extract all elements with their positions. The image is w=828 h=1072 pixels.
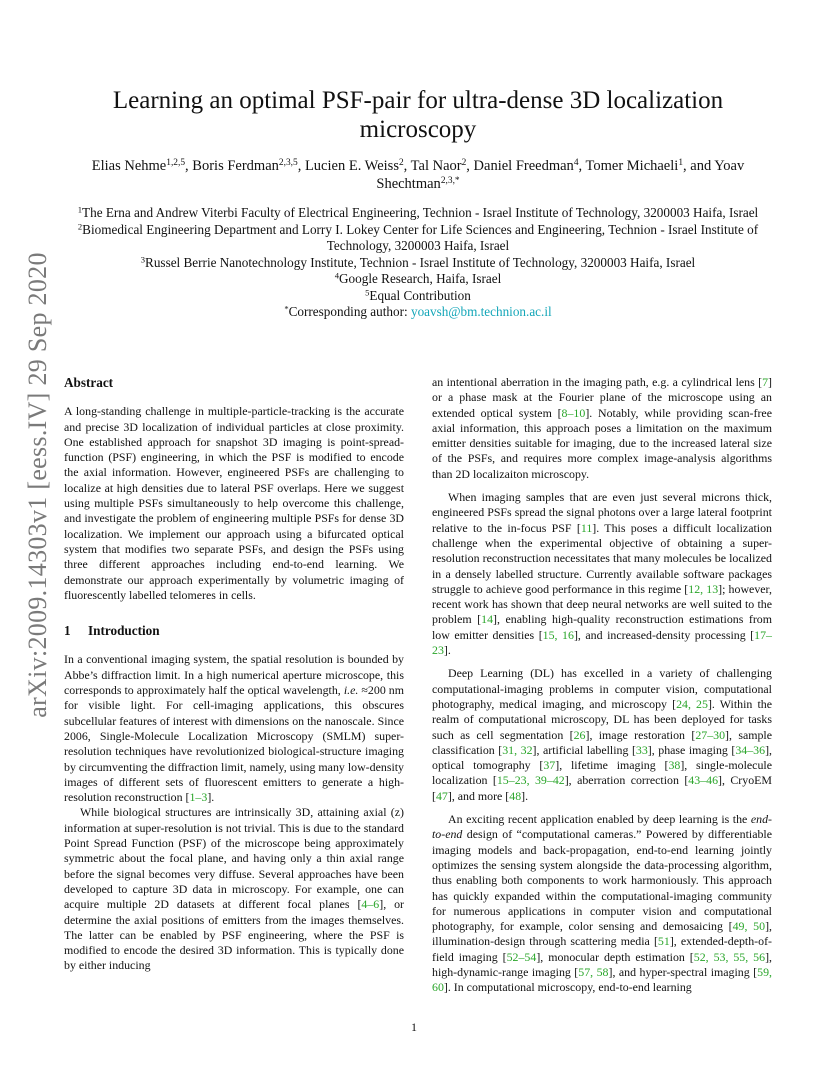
intro-paragraph-1 bbox=[64, 652, 404, 805]
affil-text: Google Research, Haifa, Israel bbox=[339, 271, 502, 286]
text-run: ], or determine the axial positions of emitters from the images themselves. The latter can be enabled by PSF engineering, where the PSF is modified to encode the desired 3D information. This is typically done by either inducing bbox=[64, 897, 404, 973]
citation-link[interactable]: 43–46 bbox=[688, 773, 719, 788]
author-affil: 1 bbox=[678, 157, 684, 168]
affil-marker: 2 bbox=[77, 220, 83, 231]
text-run: ], and more [ bbox=[447, 788, 510, 803]
citation-link[interactable]: 15–23, 39–42 bbox=[496, 773, 565, 788]
citation-link[interactable]: 4–6 bbox=[361, 897, 380, 912]
author-name: , Lucien E. Weiss bbox=[297, 158, 399, 174]
citation-link[interactable]: 27–30 bbox=[695, 727, 726, 742]
text-run: ]. bbox=[443, 643, 451, 658]
text-run: ]. bbox=[207, 790, 215, 805]
author-list bbox=[70, 157, 766, 193]
text-run: ], artificial labelling [ bbox=[532, 742, 636, 757]
affil-text: Equal Contribution bbox=[369, 287, 471, 303]
affil-text: The Erna and Andrew Viterbi Faculty of Electrical Engineering, Technion - Israel Institute of Technology, 3200003 Haifa, Israel bbox=[82, 205, 759, 220]
corresponding-author bbox=[64, 304, 772, 321]
affiliation-3 bbox=[64, 255, 772, 272]
citation-link[interactable]: 37 bbox=[543, 758, 556, 773]
section-number: 1 bbox=[64, 623, 71, 639]
citation-link[interactable]: 8–10 bbox=[561, 405, 586, 420]
arxiv-stamp: arXiv:2009.14303v1 [eess.IV] 29 Sep 2020 bbox=[23, 252, 52, 718]
citation-link[interactable]: 57, 58 bbox=[578, 964, 609, 979]
citation-link[interactable]: 49, 50 bbox=[732, 919, 766, 934]
text-run: ], CryoEM [ bbox=[432, 773, 772, 803]
citation-link[interactable]: 52–54 bbox=[506, 949, 537, 964]
author-affil: 2,3,5 bbox=[278, 157, 298, 168]
introduction-heading bbox=[64, 623, 404, 638]
citation-link[interactable]: 59, 60 bbox=[432, 964, 772, 995]
text-run: ]. Notably, while providing scan-free axial information, this approach poses a limitation on the maximum emitter densities suitable for imaging, due to the increased lateral size of the PSFs, and requires more complex image-analysis algorithms than 2D localizaiton microscopy. bbox=[432, 405, 772, 481]
citation-link[interactable]: 47 bbox=[435, 788, 448, 803]
email-link[interactable]: yoavsh@bm.technion.ac.il bbox=[410, 304, 552, 319]
text-run: ], lifetime imaging [ bbox=[555, 758, 669, 773]
author-name: , Boris Ferdman bbox=[185, 158, 279, 174]
citation-link[interactable]: 38 bbox=[668, 758, 681, 773]
text-run: i.e. bbox=[343, 683, 359, 698]
right-paragraph-1 bbox=[432, 375, 772, 482]
text-run: In a conventional imaging system, the spatial resolution is bounded by Abbe’s diffraction limit. In a high numerical aperture microscope, this corresponds to approximately half the optical wavelength, bbox=[64, 652, 404, 698]
text-run: ], phase imaging [ bbox=[647, 742, 736, 757]
author-name: Elias Nehme bbox=[91, 158, 167, 174]
right-paragraph-2 bbox=[432, 490, 772, 658]
affiliations bbox=[64, 205, 772, 321]
citation-link[interactable]: 33 bbox=[635, 742, 648, 757]
text-run: ], and increased-density processing [ bbox=[573, 627, 755, 642]
affiliation-5 bbox=[64, 288, 772, 305]
text-run: When imaging samples that are even just several microns thick, engineered PSFs spread the signal photons over a large lateral footprint relative to the in-focus PSF [ bbox=[432, 490, 772, 535]
affil-text: Russel Berrie Nanotechnology Institute, Technion - Israel Institute of Technology, 3200003 Haifa, Israel bbox=[145, 254, 696, 270]
text-run: ≈200 nm for visible light. For cell-imaging applications, this obscures subcellular features of interest with dimensions on the nanoscale. Since 2006, Single-Molecule Localization Microscopy (SMLM) super-resolution techniques have revolutionized biological-structure imaging by circumventing the diffraction limit, namely, using many low-density images of different sets of fluorescent emitters to generate a high-resolution reconstruction [ bbox=[64, 683, 404, 805]
text-run: end-to-end bbox=[432, 812, 772, 842]
corresponding-label: Corresponding author: bbox=[288, 304, 411, 319]
text-run: ], optical tomography [ bbox=[432, 742, 773, 773]
right-paragraph-4 bbox=[432, 812, 772, 996]
citation-link[interactable]: 24, 25 bbox=[676, 696, 708, 711]
abstract-text: A long-standing challenge in multiple-particle-tracking is the accurate and precise 3D localization of individual particles at close proximity. One established approach for snapshot 3D imaging is point-spread-function (PSF) engineering, in which the PSF is modified to encode the axial information. However, engineered PSFs are challenging to localize at high densities due to lateral PSF overlaps. Here we suggest using multiple PSFs simultaneously to help overcome this challenge, and investigate the problem of engineering multiple PSFs for dense 3D localization. We implement our approach using a bifurcated optical system that modifies two separate PSFs, and design the PSFs using three different approaches including end-to-end learning. We demonstrate our approach experimentally by volumetric imaging of fluorescently labelled telomeres in cells. bbox=[64, 404, 404, 602]
text-run: ], enabling high-quality reconstruction estimations from low emitter densities [ bbox=[432, 612, 772, 642]
affil-marker: 3 bbox=[140, 253, 146, 264]
affil-text: Biomedical Engineering Department and Lorry I. Lokey Center for Life Sciences and Engineering, Technion - Israel Institute of Technology, 3200003 Haifa, Israel bbox=[82, 221, 759, 253]
text-run: ]; however, recent work has shown that deep neural networks are well suited to the problem [ bbox=[432, 581, 772, 627]
text-run: design of “computational cameras.” Powered by differentiable imaging models and back-propagation, end-to-end learning jointly optimizes the sensing system alongside the data-processing algorithm, thus enabling both components to work harmoniously. This approach has quickly expanded within the computational-imaging community for numerous applications in computer vision and computational photography, for example, color sensing and demosaicing [ bbox=[432, 827, 772, 934]
text-run: an intentional aberration in the imaging path, e.g. a cylindrical lens [ bbox=[432, 375, 763, 389]
citation-link[interactable]: 1–3 bbox=[189, 790, 208, 805]
author-affil: 2 bbox=[461, 157, 467, 168]
affiliation-1 bbox=[64, 205, 772, 222]
citation-link[interactable]: 26 bbox=[573, 727, 586, 742]
text-run: ], high-dynamic-range imaging [ bbox=[432, 949, 772, 979]
text-run: ]. This poses a difficult localization challenge when the experimental objective of obtaining a super-resolution reconstruction necessitates that many molecules be localized in a densely labelled structure. Currently available software packages struggle to achieve good performance in this regime [ bbox=[432, 520, 772, 596]
right-column bbox=[432, 375, 772, 996]
text-run: ], extended-depth-of-field imaging [ bbox=[432, 934, 773, 964]
affil-marker: 1 bbox=[77, 204, 83, 215]
citation-link[interactable]: 7 bbox=[762, 375, 769, 389]
text-run: ], aberration correction [ bbox=[564, 773, 689, 788]
text-run: Deep Learning (DL) has excelled in a variety of challenging computational-imaging problems in computer vision, computational photography, medical imaging, and microscopy [ bbox=[432, 666, 772, 711]
affil-marker: 4 bbox=[334, 270, 340, 281]
page-number: 1 bbox=[411, 1020, 417, 1034]
affil-marker: * bbox=[284, 303, 289, 314]
author-name: , Tal Naor bbox=[403, 158, 462, 174]
left-column bbox=[64, 375, 404, 974]
paper-title: Learning an optimal PSF-pair for ultra-dense 3D localization microscopy bbox=[112, 87, 724, 143]
citation-link[interactable]: 12, 13 bbox=[688, 581, 719, 596]
citation-link[interactable]: 52, 53, 55, 56 bbox=[693, 949, 766, 964]
intro-paragraph-2 bbox=[64, 805, 404, 973]
section-title: Introduction bbox=[88, 623, 160, 639]
citation-link[interactable]: 15, 16 bbox=[542, 627, 574, 642]
text-run: ], and hyper-spectral imaging [ bbox=[608, 964, 758, 979]
right-paragraph-3 bbox=[432, 666, 772, 804]
author-name: , Daniel Freedman bbox=[466, 158, 574, 174]
abstract-heading: Abstract bbox=[64, 375, 114, 390]
text-run: ]. In computational microscopy, end-to-end learning bbox=[443, 980, 692, 995]
text-run: An exciting recent application enabled by deep learning is the bbox=[448, 812, 751, 827]
text-run: ] or a phase mask at the Fourier plane of the microscope using an extended optical system [ bbox=[432, 375, 772, 420]
text-run: ], sample classification [ bbox=[432, 727, 772, 757]
citation-link[interactable]: 51 bbox=[657, 934, 670, 949]
author-affil: 1,2,5 bbox=[166, 157, 186, 168]
citation-link[interactable]: 34–36 bbox=[735, 742, 766, 757]
text-run: ], illumination-design through scattering media [ bbox=[432, 919, 772, 949]
citation-link[interactable]: 31, 32 bbox=[502, 742, 533, 757]
citation-link[interactable]: 48 bbox=[509, 788, 522, 803]
author-affil: 2 bbox=[398, 157, 404, 168]
text-run: While biological structures are intrinsically 3D, attaining axial (z) information at super-resolution is not trivial. This is due to the standard Point Spread Function (PSF) of the microscope being approximately symmetric about the focal plane, and having only a thin axial range before the signal becomes very diffuse. Several approaches have been developed to capture 3D data in microscopy. For example, one can acquire multiple 2D datasets at different focal planes [ bbox=[64, 805, 404, 912]
citation-link[interactable]: 17–23 bbox=[432, 627, 772, 658]
affil-marker: 5 bbox=[365, 286, 370, 297]
author-affil: 4 bbox=[573, 157, 579, 168]
author-name: , and Yoav Shechtman bbox=[376, 158, 745, 192]
citation-link[interactable]: 14 bbox=[481, 612, 494, 627]
author-affil: 2,3,* bbox=[440, 175, 460, 186]
text-run: ], monocular depth estimation [ bbox=[536, 949, 694, 964]
author-name: , Tomer Michaeli bbox=[578, 158, 679, 174]
text-run: ], single-molecule localization [ bbox=[432, 758, 772, 788]
affiliation-2 bbox=[64, 222, 772, 255]
text-run: ]. bbox=[521, 788, 529, 803]
affiliation-4 bbox=[64, 271, 772, 288]
citation-link[interactable]: 11 bbox=[580, 520, 593, 535]
text-run: ]. Within the realm of computational microscopy, DL has been deployed for tasks such as cell segmentation [ bbox=[432, 696, 772, 742]
text-run: ], image restoration [ bbox=[585, 727, 696, 742]
